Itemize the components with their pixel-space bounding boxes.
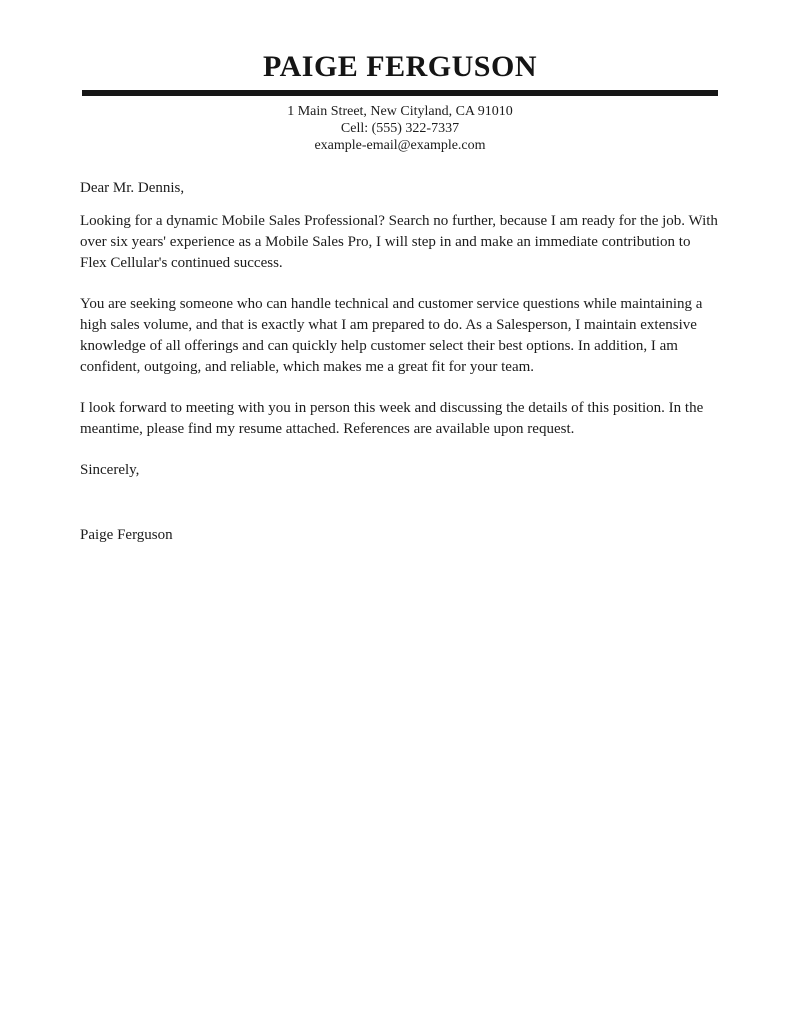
letterhead (80, 0, 720, 154)
contact-phone: Cell: (555) 322-7337 (340, 121, 460, 136)
letterhead-name: PAIGE FERGUSON (263, 50, 537, 83)
salutation: Dear Mr. Dennis, (80, 180, 185, 196)
letter-body (80, 178, 720, 546)
body-paragraph-1: Looking for a dynamic Mobile Sales Professional? Search no further, because I am ready for the job. With over six years' experience as a Mobile Sales Pro, I will step in and make an immediate contribution to Flex Cellular's continued success. (80, 213, 718, 271)
signature-name: Paige Ferguson (80, 527, 173, 543)
body-paragraph-2: You are seeking someone who can handle technical and customer service questions while maintaining a high sales volume, and that is exactly what I am prepared to do. As a Salesperson, I maintain extensive knowledge of all offerings and can quickly help customer select their best options. In addition, I am confident, outgoing, and reliable, which makes me a great fit for your team. (80, 296, 703, 375)
closing: Sincerely, (80, 462, 140, 478)
contact-block (80, 103, 720, 154)
contact-address: 1 Main Street, New Cityland, CA 91010 (287, 104, 513, 119)
contact-email: example-email@example.com (314, 138, 486, 153)
body-paragraph-3: I look forward to meeting with you in person this week and discussing the details of this position. In the meantime, please find my resume attached. References are available upon request. (80, 400, 704, 437)
header-double-rule (82, 90, 718, 96)
